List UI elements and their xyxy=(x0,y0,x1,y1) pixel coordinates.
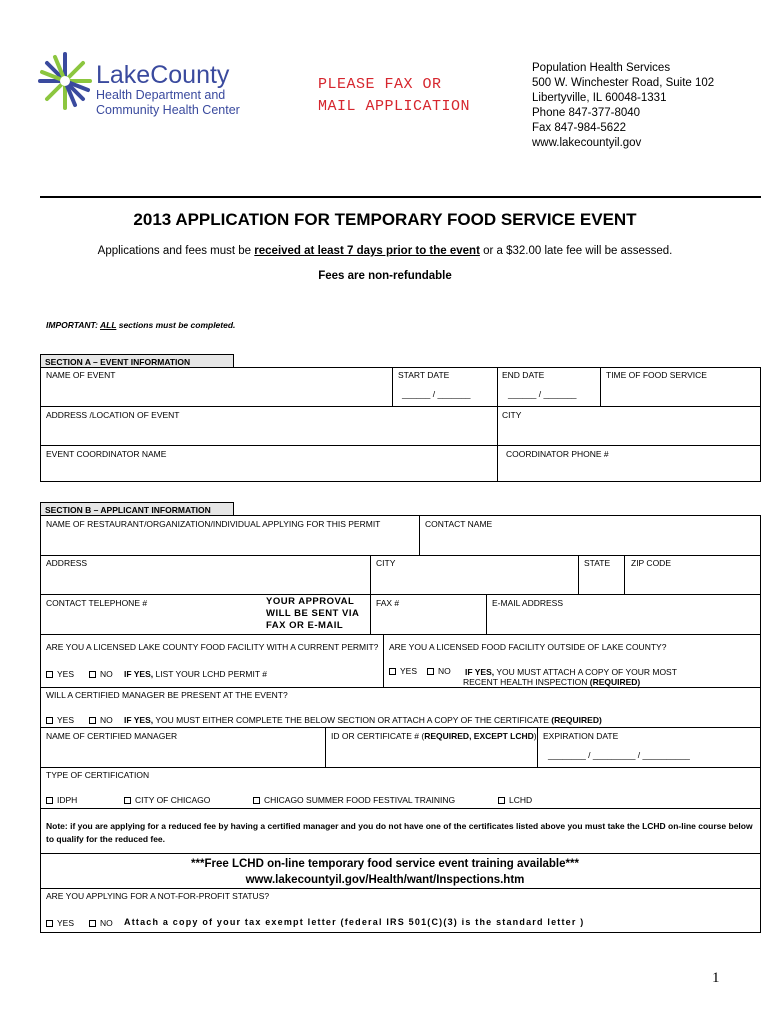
checkbox-icon xyxy=(124,797,131,804)
checkbox-icon xyxy=(46,920,53,927)
no-label: NO xyxy=(438,666,451,676)
yes-label: YES xyxy=(57,918,75,928)
nonprofit-yes-checkbox[interactable] xyxy=(46,918,74,928)
checkbox-icon xyxy=(389,668,396,675)
important-all: ALL xyxy=(99,320,117,330)
applicant-address-field[interactable]: ADDRESS xyxy=(46,558,88,568)
manager-no-checkbox[interactable] xyxy=(89,715,113,725)
cert-idph-label: IDPH xyxy=(57,795,78,805)
checkbox-icon xyxy=(427,668,434,675)
attach-label: YOU MUST ATTACH A COPY OF YOUR MOST xyxy=(494,667,677,677)
manager-question: WILL A CERTIFIED MANAGER BE PRESENT AT THE EVENT? xyxy=(46,690,288,700)
start-date-label: START DATE xyxy=(398,370,450,380)
address-line: 500 W. Winchester Road, Suite 102 xyxy=(532,77,715,89)
starburst-logo-icon xyxy=(36,50,94,112)
lake-facility-no-checkbox[interactable] xyxy=(89,669,113,679)
manager-yes-checkbox[interactable] xyxy=(46,715,74,725)
event-city-field[interactable]: CITY xyxy=(502,410,522,420)
coordinator-phone-field[interactable]: COORDINATOR PHONE # xyxy=(506,449,609,459)
tax-exempt-instruction: Attach a copy of your tax exempt letter (federal IRS 501(C)(3) is the standard letter ) xyxy=(124,917,585,927)
no-label: NO xyxy=(100,669,113,679)
address-line: Libertyville, IL 60048-1331 xyxy=(532,92,667,104)
cert-chicago-label: CITY OF CHICAGO xyxy=(135,795,211,805)
coordinator-name-field[interactable]: EVENT COORDINATOR NAME xyxy=(46,449,167,459)
address-line: Phone 847-377-8040 xyxy=(532,107,641,119)
if-yes-label: IF YES, xyxy=(124,669,154,679)
expiration-date-field[interactable]: ________ / _________ / __________ xyxy=(548,750,690,760)
required-label: (REQUIRED) xyxy=(589,677,641,687)
yes-label: YES xyxy=(57,715,75,725)
logo-subtitle-1: Health Department and xyxy=(96,88,226,102)
cert-festival-checkbox[interactable] xyxy=(253,795,455,805)
intro-deadline: received at least 7 days prior to the event xyxy=(254,245,480,257)
logo-subtitle-2: Community Health Center xyxy=(96,103,240,117)
checkbox-icon xyxy=(46,717,53,724)
end-date-field[interactable]: ______ / _______ xyxy=(508,389,577,399)
approval-notice xyxy=(266,596,359,632)
cert-chicago-checkbox[interactable] xyxy=(124,795,210,805)
approval-line-3: FAX OR E-MAIL xyxy=(266,620,344,631)
contact-name-field[interactable]: CONTACT NAME xyxy=(425,519,493,529)
important-pre: IMPORTANT: xyxy=(46,320,100,330)
manager-instruction-text: YOU MUST EITHER COMPLETE THE BELOW SECTION OR ATTACH A COPY OF THE CERTIFICATE xyxy=(153,715,552,725)
inspection-instruction xyxy=(465,667,677,677)
cert-type-label: TYPE OF CERTIFICATION xyxy=(46,770,150,780)
section-a-tab: SECTION A – EVENT INFORMATION xyxy=(40,354,234,368)
intro-text xyxy=(0,245,770,257)
end-date-label: END DATE xyxy=(502,370,545,380)
yes-label: YES xyxy=(400,666,418,676)
recent-inspection-label: RECENT HEALTH INSPECTION xyxy=(463,677,590,687)
cert-lchd-label: LCHD xyxy=(509,795,533,805)
section-a-box xyxy=(40,367,761,482)
applicant-state-field[interactable]: STATE xyxy=(584,558,611,568)
lake-facility-question: ARE YOU A LICENSED LAKE COUNTY FOOD FACILITY WITH A CURRENT PERMIT? xyxy=(46,642,379,652)
yes-label: YES xyxy=(57,669,75,679)
certificate-number-field[interactable] xyxy=(331,731,537,741)
manager-instruction xyxy=(124,715,602,725)
required-label: (REQUIRED) xyxy=(551,715,602,725)
outside-facility-yes-checkbox[interactable] xyxy=(389,666,417,676)
lake-facility-yes-checkbox[interactable] xyxy=(46,669,74,679)
applicant-name-field[interactable]: NAME OF RESTAURANT/ORGANIZATION/INDIVIDUAL APPLYING FOR THIS PERMIT xyxy=(46,519,381,529)
no-label: NO xyxy=(100,715,113,725)
fax-field[interactable]: FAX # xyxy=(376,598,400,608)
fax-notice-line-1: PLEASE FAX OR xyxy=(318,76,442,93)
applicant-zip-field[interactable]: ZIP CODE xyxy=(631,558,671,568)
manager-name-field[interactable]: NAME OF CERTIFIED MANAGER xyxy=(46,731,178,741)
outside-facility-no-checkbox[interactable] xyxy=(427,666,451,676)
page-title: 2013 APPLICATION FOR TEMPORARY FOOD SERVICE EVENT xyxy=(133,210,637,229)
page-number: 1 xyxy=(712,970,720,986)
expiration-date-label: EXPIRATION DATE xyxy=(543,731,619,741)
address-line: Fax 847-984-5622 xyxy=(532,122,626,134)
nonprofit-no-checkbox[interactable] xyxy=(89,918,113,928)
training-link[interactable]: www.lakecountyil.gov/Health/want/Inspections.htm xyxy=(245,874,525,886)
checkbox-icon xyxy=(498,797,505,804)
fax-notice-line-2: MAIL APPLICATION xyxy=(318,98,471,115)
checkbox-icon xyxy=(89,717,96,724)
intro-post: or a $32.00 late fee will be assessed. xyxy=(479,245,673,257)
fax-notice xyxy=(318,74,470,118)
applicant-city-field[interactable]: CITY xyxy=(376,558,396,568)
nonprofit-question: ARE YOU APPLYING FOR A NOT-FOR-PROFIT STATUS? xyxy=(46,891,270,901)
header-divider xyxy=(40,196,761,198)
logo-name: LakeCounty xyxy=(96,61,230,89)
cert-pre: ID OR CERTIFICATE # ( xyxy=(331,731,425,741)
agency-address xyxy=(532,61,714,151)
event-address-field[interactable]: ADDRESS /LOCATION OF EVENT xyxy=(46,410,180,420)
checkbox-icon xyxy=(46,797,53,804)
cert-lchd-checkbox[interactable] xyxy=(498,795,532,805)
cert-required: REQUIRED, EXCEPT LCHD xyxy=(424,731,534,741)
important-note xyxy=(46,320,235,330)
section-b-tab: SECTION B – APPLICANT INFORMATION xyxy=(40,502,234,516)
lake-county-logo xyxy=(36,44,276,124)
checkbox-icon xyxy=(89,671,96,678)
reduced-fee-note: Note: if you are applying for a reduced fee by having a certified manager and you do not have one of the certificates listed above you must take the LCHD on-line course below to qualify for the reduced fee. xyxy=(46,821,753,844)
intro-pre: Applications and fees must be xyxy=(97,245,255,257)
approval-line-2: WILL BE SENT VIA xyxy=(266,608,360,619)
time-of-service-field[interactable]: TIME OF FOOD SERVICE xyxy=(606,370,707,380)
permit-label: LIST YOUR LCHD PERMIT # xyxy=(153,669,267,679)
important-post: sections must be completed. xyxy=(116,320,236,330)
approval-line-1: YOUR APPROVAL xyxy=(266,596,355,607)
email-field[interactable]: E-MAIL ADDRESS xyxy=(492,598,564,608)
if-yes-label: IF YES, xyxy=(465,667,495,677)
training-banner: ***Free LCHD on-line temporary food service event training available*** xyxy=(191,858,579,870)
no-label: NO xyxy=(100,918,113,928)
fees-note: Fees are non-refundable xyxy=(318,270,452,282)
checkbox-icon xyxy=(89,920,96,927)
lchd-permit-field[interactable] xyxy=(124,669,267,679)
cert-idph-checkbox[interactable] xyxy=(46,795,77,805)
start-date-field[interactable]: ______ / _______ xyxy=(402,389,471,399)
outside-facility-question: ARE YOU A LICENSED FOOD FACILITY OUTSIDE OF LAKE COUNTY? xyxy=(389,642,667,652)
address-line: Population Health Services xyxy=(532,62,671,74)
checkbox-icon xyxy=(46,671,53,678)
if-yes-label: IF YES, xyxy=(124,715,154,725)
event-name-field[interactable]: NAME OF EVENT xyxy=(46,370,116,380)
cert-festival-label: CHICAGO SUMMER FOOD FESTIVAL TRAINING xyxy=(264,795,456,805)
address-line: www.lakecountyil.gov xyxy=(532,137,642,149)
inspection-required xyxy=(463,677,640,687)
cert-post: ) xyxy=(533,731,537,741)
contact-telephone-field[interactable]: CONTACT TELEPHONE # xyxy=(46,598,148,608)
checkbox-icon xyxy=(253,797,260,804)
